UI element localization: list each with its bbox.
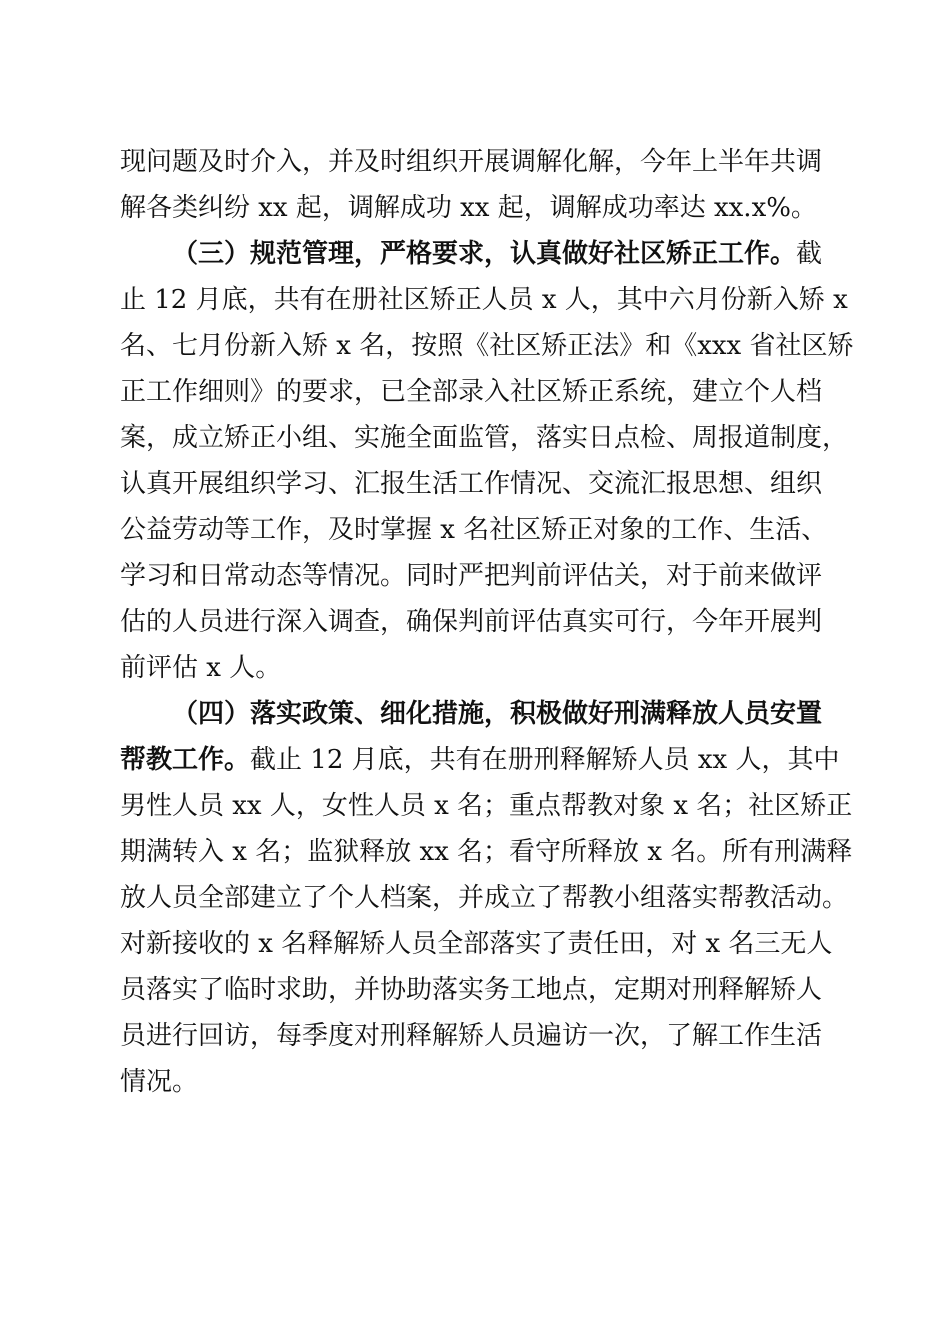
paragraph-2-line-6: 认真开展组织学习、汇报生活工作情况、交流汇报思想、组织 [120, 469, 823, 499]
paragraph-1-line-1: 现问题及时介入，并及时组织开展调解化解，今年上半年共调 [120, 147, 823, 177]
paragraph-3-text-start: 截止 12 月底，共有在册刑释解矫人员 xx 人，其中 [250, 745, 840, 775]
paragraph-2-line-8: 学习和日常动态等情况。同时严把判前评估关，对于前来做评 [120, 561, 823, 591]
paragraph-2-line-7: 公益劳动等工作，及时掌握 x 名社区矫正对象的工作、生活、 [120, 515, 828, 545]
paragraph-3-line-2 [120, 736, 840, 784]
paragraph-3-line-3: 男性人员 xx 人，女性人员 x 名；重点帮教对象 x 名；社区矫正 [120, 791, 853, 821]
paragraph-3-line-9: 情况。 [120, 1067, 199, 1097]
paragraph-3-line-4: 期满转入 x 名；监狱释放 xx 名；看守所释放 x 名。所有刑满释 [120, 837, 853, 867]
paragraph-2-text-start: 截 [796, 239, 823, 269]
paragraph-2-line-2: 止 12 月底，共有在册社区矫正人员 x 人，其中六月份新入矫 x [120, 285, 848, 315]
paragraph-3-line-6: 对新接收的 x 名释解矫人员全部落实了责任田，对 x 名三无人 [120, 929, 833, 959]
paragraph-3-line-5: 放人员全部建立了个人档案，并成立了帮教小组落实帮教活动。 [120, 883, 849, 913]
paragraph-2-line-1 [172, 230, 822, 278]
paragraph-2-line-10: 前评估 x 人。 [120, 653, 282, 683]
paragraph-2-line-5: 案，成立矫正小组、实施全面监管，落实日点检、周报道制度， [120, 423, 849, 453]
section-heading-4-line-1: （四）落实政策、细化措施，积极做好刑满释放人员安置 [172, 699, 823, 729]
paragraph-2-line-9: 估的人员进行深入调查，确保判前评估真实可行，今年开展判 [120, 607, 823, 637]
paragraph-1-line-2: 解各类纠纷 xx 起，调解成功 xx 起，调解成功率达 xx.x%。 [120, 193, 817, 223]
section-heading-4-line-2: 帮教工作。 [120, 745, 251, 775]
paragraph-3-line-7: 员落实了临时求助，并协助落实务工地点，定期对刑释解矫人 [120, 975, 823, 1005]
paragraph-3-line-8: 员进行回访，每季度对刑释解矫人员遍访一次，了解工作生活 [120, 1021, 823, 1051]
paragraph-2-line-4: 正工作细则》的要求，已全部录入社区矫正系统，建立个人档 [120, 377, 823, 407]
paragraph-2-line-3: 名、七月份新入矫 x 名，按照《社区矫正法》和《xxx 省社区矫 [120, 331, 854, 361]
section-heading-3: （三）规范管理，严格要求，认真做好社区矫正工作。 [172, 239, 797, 269]
